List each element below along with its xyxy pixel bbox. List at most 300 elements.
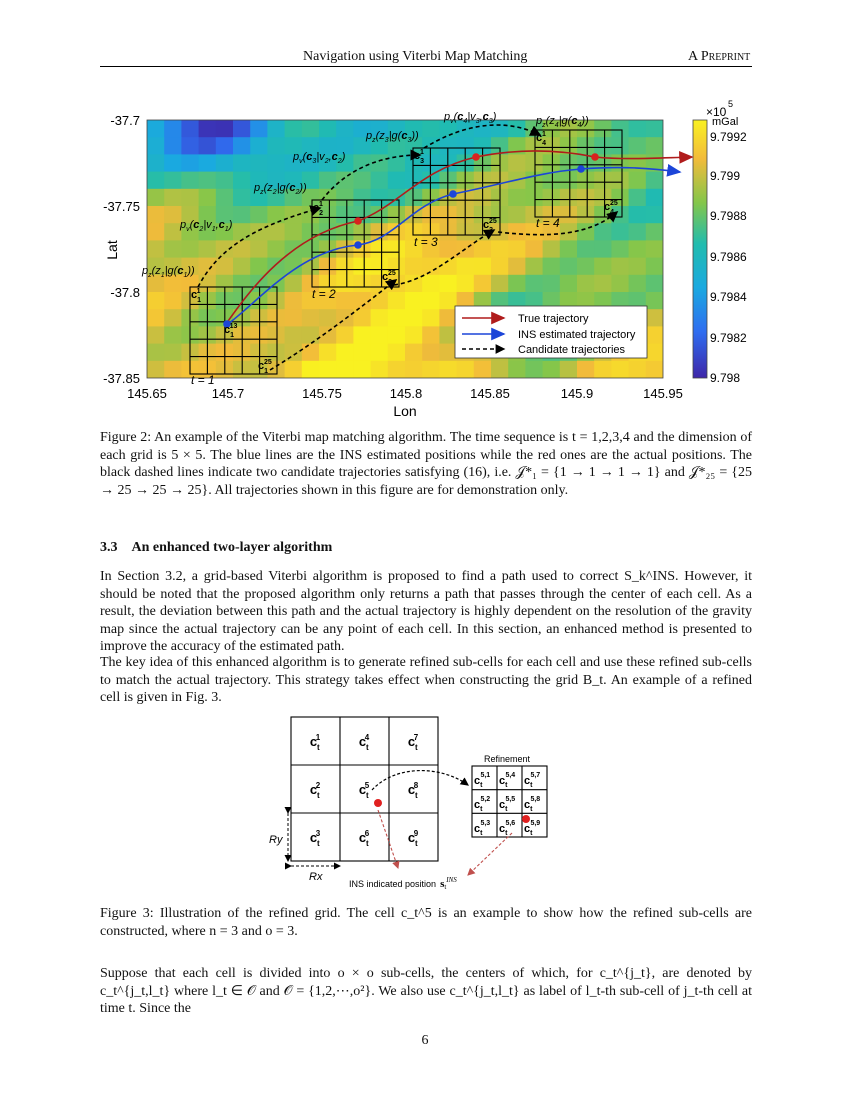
heatmap-cell — [439, 275, 457, 293]
x-tick-label: 145.85 — [470, 386, 510, 401]
heatmap-cell — [629, 258, 647, 276]
colorbar-tick: 9.798 — [710, 371, 741, 385]
heatmap-cell — [508, 189, 526, 207]
heatmap-cell — [457, 258, 475, 276]
heatmap-cell — [629, 206, 647, 224]
heatmap-cell — [594, 361, 612, 379]
heatmap-cell — [422, 326, 440, 344]
heatmap-cell — [508, 206, 526, 224]
ins-arrow-refined — [468, 833, 512, 875]
heatmap-cell — [525, 275, 543, 293]
heatmap-cell — [250, 154, 268, 172]
y-axis-label: Lat — [104, 240, 120, 260]
heatmap-cell — [611, 172, 629, 190]
y-tick-label: -37.8 — [110, 285, 140, 300]
subcell-label: $c_t5,8$ — [524, 796, 541, 813]
refinement-arrow — [372, 771, 468, 790]
heatmap-cell — [594, 275, 612, 293]
heatmap-cell — [371, 189, 389, 207]
x-tick-label: 145.65 — [127, 386, 167, 401]
heatmap-cell — [147, 189, 165, 207]
heatmap-cell — [250, 326, 268, 344]
heatmap-cell — [388, 292, 406, 310]
heatmap-cell — [611, 240, 629, 258]
heatmap-cell — [250, 223, 268, 241]
heatmap-cell — [302, 309, 320, 327]
heatmap-cell — [611, 154, 629, 172]
heatmap-cell — [181, 154, 199, 172]
heatmap-cell — [543, 275, 561, 293]
figure-2-caption: Figure 2: An example of the Viterbi map matching algorithm. The time sequence is t = 1,2,3,4 and the dimension of each grid is 5 × 5. The blue lines are the INS estimated positions while the red ones are the actual positions. The black dashed lines indicate two candidate trajectories satisfying (16), i.e. 𝒥*₁ = {1 → 1 → 1 → 1} and 𝒥*₂₅ = {25 → 25 → 25 → 25}. All trajectories shown in this figure are for demonstration only. — [100, 430, 752, 498]
heatmap-cell — [336, 326, 354, 344]
heatmap-cell — [422, 258, 440, 276]
heatmap-cell — [371, 344, 389, 362]
y-tick-label: -37.75 — [103, 199, 140, 214]
paragraph: In Section 3.2, a grid-based Viterbi algorithm is proposed to find a path used to correct S_k^INS. However, it should be noted that the proposed algorithm only returns a path that passes through the center of each cell. As a result, the deviation between this path and the actual trajectory is highly dependent on the resolution of the gravity map since the actual trajectory can be any point of each cell. In this section, an enhanced method is presented to improve the accuracy of the estimated path. — [100, 569, 752, 654]
heatmap-cell — [164, 172, 182, 190]
heatmap-cell — [629, 120, 647, 138]
heatmap-cell — [543, 240, 561, 258]
heatmap-cell — [302, 344, 320, 362]
main-grid-labels — [310, 733, 419, 848]
heatmap-cell — [646, 275, 664, 293]
heatmap-cell — [629, 223, 647, 241]
heatmap-cell — [525, 240, 543, 258]
heatmap-cell — [388, 172, 406, 190]
x-tick-label: 145.95 — [643, 386, 683, 401]
heatmap-cell — [319, 258, 337, 276]
heatmap-cell — [147, 120, 165, 138]
time-label: t = 2 — [312, 287, 336, 301]
x-tick-label: 145.7 — [211, 386, 245, 401]
heatmap-cell — [646, 309, 664, 327]
heatmap-cell — [646, 240, 664, 258]
heatmap-cell — [353, 275, 371, 293]
heatmap-cell — [422, 275, 440, 293]
heatmap-cell — [439, 292, 457, 310]
true-point-t3 — [472, 153, 480, 161]
time-label: t = 3 — [414, 235, 438, 249]
y-axis — [103, 113, 140, 386]
heatmap-cell — [267, 326, 285, 344]
heatmap-cell — [199, 120, 217, 138]
heatmap-cell — [388, 361, 406, 379]
subcell-label: $c_t5,1$ — [474, 772, 491, 789]
heatmap-cell — [422, 189, 440, 207]
preprint-badge: A Preprint — [688, 49, 751, 64]
heatmap-cell — [577, 137, 595, 155]
heatmap-cell — [147, 206, 165, 224]
true-point-t2 — [354, 217, 362, 225]
heatmap-cell — [216, 258, 234, 276]
cell-label: $c_t3$ — [309, 829, 321, 848]
cell-label: $c_21$ — [313, 201, 324, 217]
heatmap-cell — [508, 275, 526, 293]
heatmap-cell — [405, 258, 423, 276]
heatmap-cell — [611, 275, 629, 293]
heatmap-cell — [336, 120, 354, 138]
heatmap-cell — [181, 189, 199, 207]
heatmap-cell — [353, 344, 371, 362]
ins-point — [374, 799, 382, 807]
heatmap-cell — [199, 240, 217, 258]
colorbar-exponent: ×10 — [706, 105, 727, 119]
heatmap-cell — [336, 361, 354, 379]
heatmap-cell — [508, 361, 526, 379]
prob-label: $p_z(z_4|g(c_4))$ — [536, 115, 589, 129]
heatmap-cell — [181, 120, 199, 138]
heatmap-cell — [422, 309, 440, 327]
y-tick-label: -37.7 — [110, 113, 140, 128]
heatmap-cell — [388, 309, 406, 327]
heatmap-cell — [371, 172, 389, 190]
heatmap-cell — [164, 154, 182, 172]
subcell-label: $c_t5,6$ — [499, 820, 516, 837]
heatmap-cell — [267, 154, 285, 172]
heatmap-cell — [199, 172, 217, 190]
cell-label: $c_t5$ — [358, 781, 370, 800]
time-label: t = 4 — [536, 216, 560, 230]
subcell-label: $c_t5,9$ — [524, 820, 541, 837]
legend-label: True trajectory — [518, 313, 589, 325]
heatmap-cell — [560, 361, 578, 379]
time-label: t = 1 — [191, 373, 215, 387]
heatmap-cell — [250, 240, 268, 258]
heatmap-cell — [508, 240, 526, 258]
rx-label: Rx — [309, 871, 323, 883]
heatmap-cell — [250, 309, 268, 327]
heatmap-cell — [371, 309, 389, 327]
x-tick-label: 145.75 — [302, 386, 342, 401]
heatmap-cell — [543, 154, 561, 172]
x-axis-label: Lon — [393, 403, 417, 419]
heatmap-cell — [422, 154, 440, 172]
subcell-label: $c_t5,4$ — [499, 772, 516, 789]
heatmap-cell — [646, 361, 664, 379]
prob-label: $p_v(c_2|v_1,c_1)$ — [180, 219, 233, 233]
heatmap-cell — [508, 154, 526, 172]
heatmap-cell — [560, 275, 578, 293]
heatmap-cell — [646, 120, 664, 138]
heatmap-cell — [371, 361, 389, 379]
heatmap-cell — [439, 344, 457, 362]
heatmap-cell — [353, 223, 371, 241]
heatmap-cell — [250, 206, 268, 224]
heatmap-cell — [285, 292, 303, 310]
heatmap-cell — [646, 292, 664, 310]
heatmap-cell — [474, 258, 492, 276]
heatmap-cell — [336, 275, 354, 293]
heatmap-cell — [594, 240, 612, 258]
heatmap-cell — [267, 223, 285, 241]
heatmap-cell — [353, 326, 371, 344]
heatmap-cell — [164, 344, 182, 362]
heatmap-cell — [646, 172, 664, 190]
heatmap-cell — [319, 326, 337, 344]
prob-label: $p_v(c_4|v_3,c_3)$ — [444, 111, 497, 125]
heatmap-cell — [164, 240, 182, 258]
heatmap-cell — [646, 206, 664, 224]
heatmap-cell — [405, 361, 423, 379]
figure-3-caption: Figure 3: Illustration of the refined grid. The cell c_t^5 is an example to show how the refined sub-cells are constructed, where n = 3 and o = 3. — [100, 906, 752, 939]
ins-point-t3 — [449, 190, 457, 198]
heatmap-cell — [216, 240, 234, 258]
heatmap-cell — [181, 137, 199, 155]
heatmap-cell — [439, 240, 457, 258]
heatmap-cell — [594, 258, 612, 276]
heatmap-cell — [646, 137, 664, 155]
cell-label: $c_t8$ — [407, 781, 419, 800]
colorbar-unit: mGal — [712, 116, 739, 128]
heatmap-cell — [336, 292, 354, 310]
heatmap-cell — [577, 240, 595, 258]
cell-label: $c_t2$ — [309, 781, 321, 800]
x-tick-label: 145.9 — [560, 386, 594, 401]
heatmap-cell — [525, 189, 543, 207]
x-axis — [127, 386, 683, 419]
cell-label: $c_225$ — [382, 270, 396, 286]
heatmap-cell — [439, 309, 457, 327]
heatmap-cell — [525, 154, 543, 172]
heatmap-cell — [611, 120, 629, 138]
heatmap-cell — [267, 258, 285, 276]
heatmap-cell — [474, 240, 492, 258]
colorbar-tick: 9.7984 — [710, 290, 747, 304]
heatmap-cell — [353, 154, 371, 172]
refinement-label: Refinement — [484, 754, 531, 764]
heatmap-cell — [577, 206, 595, 224]
ins-subcell-point — [522, 815, 530, 823]
colorbar-tick: 9.7992 — [710, 130, 747, 144]
heatmap-cell — [646, 258, 664, 276]
heatmap-cell — [319, 309, 337, 327]
heatmap-cell — [629, 172, 647, 190]
heatmap-cell — [629, 361, 647, 379]
heatmap-cell — [353, 172, 371, 190]
heatmap-cell — [336, 189, 354, 207]
heatmap-cell — [233, 258, 251, 276]
cell-label: $c_31$ — [414, 149, 425, 165]
colorbar-exponent-power: 5 — [728, 99, 734, 109]
refined-grid-labels — [474, 772, 540, 837]
heatmap-cell — [629, 154, 647, 172]
running-title: Navigation using Viterbi Map Matching — [303, 49, 528, 64]
heatmap-cell — [199, 189, 217, 207]
heatmap-cell — [164, 137, 182, 155]
heatmap-cell — [474, 275, 492, 293]
heatmap-cell — [216, 120, 234, 138]
heatmap-cell — [233, 240, 251, 258]
heatmap-cell — [388, 240, 406, 258]
heatmap-cell — [405, 275, 423, 293]
subcell-label: $c_t5,2$ — [474, 796, 491, 813]
subcell-label: $c_t5,7$ — [524, 772, 541, 789]
heatmap-cell — [646, 326, 664, 344]
heatmap-cell — [233, 137, 251, 155]
heatmap-cell — [646, 189, 664, 207]
cell-label: $c_113$ — [224, 323, 238, 339]
heatmap-cell — [199, 137, 217, 155]
colorbar-tick: 9.799 — [710, 169, 741, 183]
heatmap-cell — [594, 137, 612, 155]
heatmap-cell — [439, 258, 457, 276]
heatmap-cell — [388, 326, 406, 344]
colorbar-tick: 9.7982 — [710, 331, 747, 345]
heatmap-cell — [267, 240, 285, 258]
heatmap-cell — [577, 361, 595, 379]
section-title: An enhanced two-layer algorithm — [131, 540, 333, 555]
heatmap-cell — [491, 258, 509, 276]
heatmap-cell — [491, 361, 509, 379]
heatmap-cell — [216, 172, 234, 190]
heatmap-cell — [164, 361, 182, 379]
heatmap-cell — [233, 172, 251, 190]
heatmap-cell — [216, 154, 234, 172]
heatmap-cell — [405, 309, 423, 327]
heatmap-cell — [422, 361, 440, 379]
heatmap-cell — [371, 292, 389, 310]
heatmap-cell — [285, 309, 303, 327]
ins-position-label: INS indicated position $s_t^{INS}$ — [349, 876, 457, 891]
heatmap-cell — [543, 258, 561, 276]
heatmap-cell — [164, 309, 182, 327]
heatmap-cell — [319, 223, 337, 241]
heatmap-cell — [611, 258, 629, 276]
colorbar-gradient — [693, 120, 707, 378]
heatmap-cell — [629, 189, 647, 207]
heatmap-cell — [267, 309, 285, 327]
heatmap-cell — [267, 137, 285, 155]
heatmap-cell — [302, 326, 320, 344]
heatmap-cell — [147, 137, 165, 155]
cell-label: $c_t6$ — [358, 829, 370, 848]
heatmap-cell — [181, 172, 199, 190]
heatmap-cell — [508, 223, 526, 241]
heatmap-cell — [336, 206, 354, 224]
heatmap-cell — [164, 275, 182, 293]
heatmap-cell — [560, 172, 578, 190]
heatmap-cell — [422, 120, 440, 138]
heatmap-cell — [422, 206, 440, 224]
heatmap-cell — [646, 223, 664, 241]
legend — [455, 306, 647, 358]
heatmap-cell — [560, 258, 578, 276]
figure-3 — [260, 715, 600, 897]
cell-label: $c_325$ — [483, 218, 497, 234]
heatmap-cell — [285, 120, 303, 138]
figure-2 — [100, 92, 750, 422]
heatmap-cell — [577, 223, 595, 241]
heatmap-cell — [164, 326, 182, 344]
heatmap-cell — [147, 344, 165, 362]
heatmap-cell — [181, 240, 199, 258]
heatmap-cell — [233, 120, 251, 138]
heatmap-cell — [353, 309, 371, 327]
heatmap-cell — [216, 189, 234, 207]
heatmap-cell — [594, 223, 612, 241]
heatmap-cell — [422, 292, 440, 310]
heatmap-cell — [164, 292, 182, 310]
heatmap-cell — [233, 154, 251, 172]
heatmap-cell — [560, 206, 578, 224]
heatmap-cell — [543, 189, 561, 207]
heatmap-cell — [611, 361, 629, 379]
heatmap-cell — [147, 172, 165, 190]
cell-label: $c_125$ — [258, 359, 272, 375]
heatmap-cell — [336, 258, 354, 276]
heatmap-cell — [147, 240, 165, 258]
colorbar-tick: 9.7986 — [710, 250, 747, 264]
ins-point-t4 — [577, 165, 585, 173]
heatmap-cell — [577, 258, 595, 276]
heatmap-cell — [405, 344, 423, 362]
cell-label: $c_11$ — [191, 288, 201, 304]
heatmap-cell — [577, 275, 595, 293]
heatmap-cell — [285, 326, 303, 344]
heatmap-cell — [560, 240, 578, 258]
ry-label: Ry — [269, 834, 283, 846]
prob-label: $p_z(z_3|g(c_3))$ — [366, 130, 419, 144]
heatmap-cell — [164, 120, 182, 138]
x-tick-label: 145.8 — [389, 386, 423, 401]
heatmap-cell — [405, 326, 423, 344]
legend-label: INS estimated trajectory — [518, 329, 636, 341]
section-number: 3.3 — [100, 540, 118, 555]
heatmap-cell — [147, 326, 165, 344]
heatmap-cell — [353, 189, 371, 207]
prob-label: $p_v(c_3|v_2,c_2)$ — [293, 151, 346, 165]
colorbar-tick: 9.7988 — [710, 209, 747, 223]
heatmap-cell — [594, 120, 612, 138]
heatmap-cell — [267, 120, 285, 138]
prob-label: $p_z(z_2|g(c_2))$ — [254, 182, 307, 196]
cell-label: $c_t4$ — [358, 733, 370, 752]
heatmap-cell — [336, 344, 354, 362]
heatmap-cell — [560, 189, 578, 207]
heatmap-cell — [233, 189, 251, 207]
heatmap-cell — [147, 223, 165, 241]
subcell-label: $c_t5,3$ — [474, 820, 491, 837]
paragraph: Suppose that each cell is divided into o × o sub-cells, the centers of which, for c_t^{j_t}, are denoted by c_t^{j_t,l_t} where l_t ∈ 𝒪 and 𝒪 = {1,2,⋯,o²}. We also use c_t^{j_t,l_t} as label of l_t-th sub-cell of j_t-th cell at time t. Since the — [100, 966, 752, 1016]
heatmap-cell — [319, 120, 337, 138]
heatmap-cell — [594, 172, 612, 190]
heatmap-cell — [147, 292, 165, 310]
cell-label: $c_t9$ — [407, 829, 419, 848]
section-heading — [100, 540, 332, 556]
heatmap-cell — [285, 223, 303, 241]
legend-label: Candidate trajectories — [518, 344, 626, 356]
heatmap-cell — [336, 309, 354, 327]
heatmap-cell — [577, 189, 595, 207]
heatmap-cell — [388, 154, 406, 172]
heatmap-cell — [353, 258, 371, 276]
cell-label: $c_t7$ — [407, 733, 419, 752]
paragraph: The key idea of this enhanced algorithm is to generate refined sub-cells for each cell and use these refined sub-cells to match the actual trajectory. This strategy takes effect when constructing the grid B_t. An example of a refined cell is given in Fig. 3. — [100, 655, 752, 705]
heatmap-cell — [250, 292, 268, 310]
heatmap-cell — [371, 326, 389, 344]
heatmap-cell — [302, 361, 320, 379]
heatmap-cell — [319, 344, 337, 362]
heatmap-cell — [629, 275, 647, 293]
header-rule — [100, 66, 752, 67]
heatmap-cell — [336, 172, 354, 190]
heatmap-cell — [250, 258, 268, 276]
heatmap-cell — [285, 275, 303, 293]
heatmap-cell — [611, 223, 629, 241]
heatmap-cell — [147, 154, 165, 172]
heatmap-cell — [629, 137, 647, 155]
heatmap-cell — [474, 361, 492, 379]
